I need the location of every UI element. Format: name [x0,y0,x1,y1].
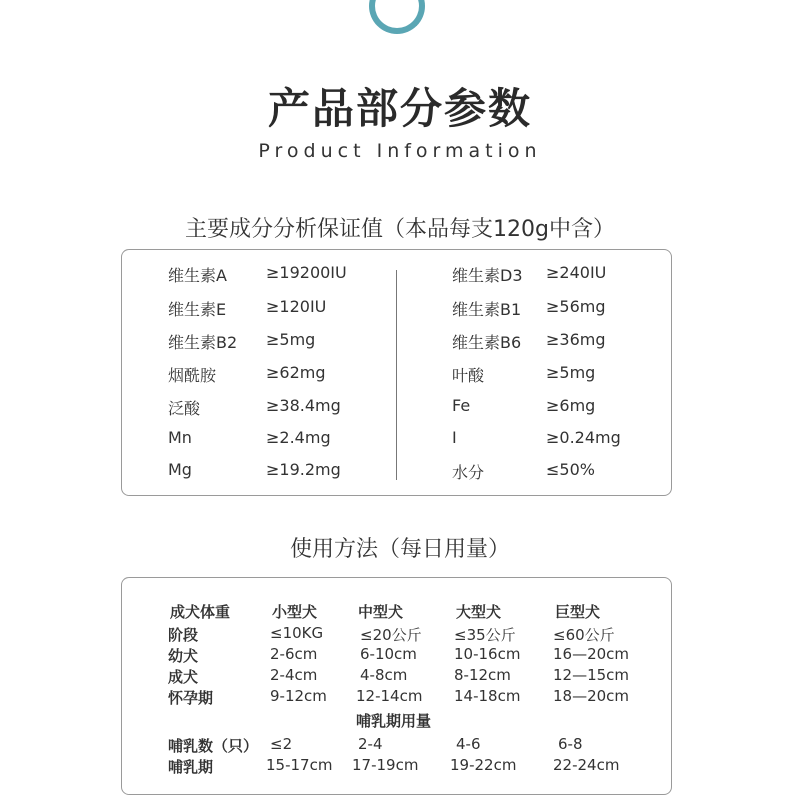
usage-cell: ≤20公斤 [360,626,422,644]
nutrient-name: I [452,428,457,447]
decorative-arc-icon [369,0,425,34]
nursing-cell: 19-22cm [450,756,517,774]
nursing-cell: 哺乳期 [168,758,214,776]
nutrient-name: 维生素E [168,300,227,319]
nutrient-name: 叶酸 [452,366,485,385]
usage-cell: 18—20cm [553,687,630,705]
usage-cell: 16—20cm [553,645,630,663]
usage-cell: 成犬 [168,668,199,686]
usage-header-cell: 巨型犬 [555,603,601,621]
usage-cell: ≤35公斤 [454,626,516,644]
nutrient-value: ≥5mg [266,330,316,349]
usage-cell: 2-6cm [270,645,318,663]
nutrient-value: ≥36mg [546,330,606,349]
nutrient-name: Mn [168,428,192,447]
nutrient-value: ≥5mg [546,363,596,382]
nursing-section-title: 哺乳期用量 [356,712,432,730]
nutrient-value: ≥240IU [546,263,607,282]
usage-cell: ≤10KG [270,624,324,642]
nutrient-value: ≥6mg [546,396,596,415]
usage-cell: 6-10cm [360,645,417,663]
nutrient-name: 维生素B2 [168,333,238,352]
nutrient-name: 维生素D3 [452,266,523,285]
nutrient-value: ≥38.4mg [266,396,341,415]
nursing-cell: 哺乳数（只） [168,737,259,755]
usage-header-cell: 大型犬 [456,603,502,621]
nutrient-name: 烟酰胺 [168,366,217,385]
nursing-cell: 15-17cm [266,756,333,774]
nutrient-value: ≥19200IU [266,263,347,282]
nursing-cell: 22-24cm [553,756,620,774]
usage-cell: 12-14cm [356,687,423,705]
usage-cell: 阶段 [168,626,199,644]
nutrient-value: ≥0.24mg [546,428,621,447]
nutrient-value: ≥120IU [266,297,327,316]
nursing-cell: 17-19cm [352,756,419,774]
nutrient-value: ≥2.4mg [266,428,331,447]
page-title: 产品部分参数 [267,84,532,133]
usage-cell: 怀孕期 [168,689,214,707]
nutrient-value: ≤50% [546,460,595,479]
usage-cell: 12—15cm [553,666,630,684]
nutrient-name: 维生素B1 [452,300,522,319]
usage-cell: 4-8cm [360,666,408,684]
nursing-cell: 6-8 [558,735,583,753]
usage-header-cell: 中型犬 [358,603,404,621]
usage-cell: 9-12cm [270,687,327,705]
nutrient-value: ≥19.2mg [266,460,341,479]
usage-cell: 2-4cm [270,666,318,684]
nutrient-name: 维生素A [168,266,227,285]
page-subtitle: Product Information [258,140,542,162]
nutrient-name: 水分 [452,463,485,482]
nutrition-section-title: 主要成分分析保证值（本品每支120g中含） [185,217,615,242]
nutrient-name: Mg [168,460,192,479]
nursing-cell: 2-4 [358,735,383,753]
nursing-cell: 4-6 [456,735,481,753]
usage-cell: 幼犬 [168,647,199,665]
usage-cell: ≤60公斤 [553,626,615,644]
nutrient-value: ≥56mg [546,297,606,316]
usage-cell: 10-16cm [454,645,521,663]
nursing-cell: ≤2 [270,735,293,753]
nutrition-divider [396,270,397,480]
usage-cell: 14-18cm [454,687,521,705]
usage-header-cell: 成犬体重 [170,603,231,621]
usage-section-title: 使用方法（每日用量） [289,537,510,562]
nutrient-name: 泛酸 [168,399,201,418]
nutrient-name: 维生素B6 [452,333,522,352]
usage-header-cell: 小型犬 [272,603,318,621]
nutrient-name: Fe [452,396,471,415]
nutrient-value: ≥62mg [266,363,326,382]
usage-cell: 8-12cm [454,666,511,684]
